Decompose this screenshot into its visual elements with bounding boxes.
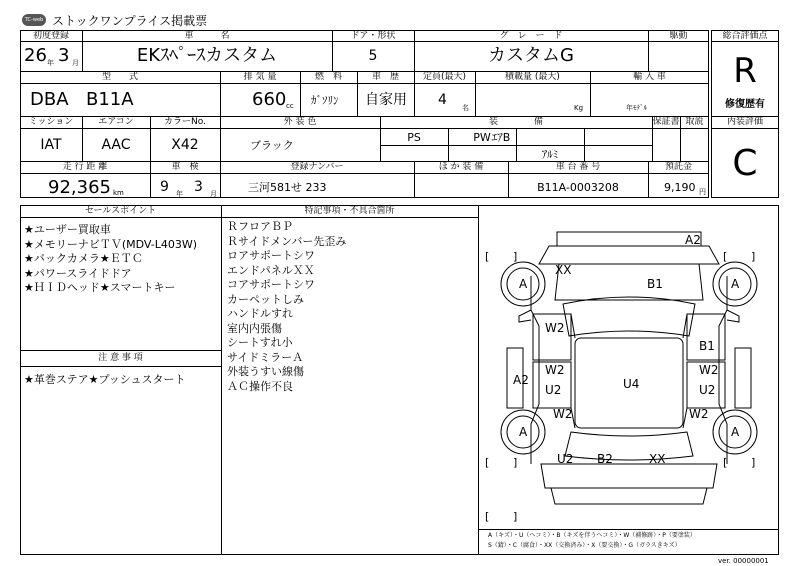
label-overall-score: 総合評価点 bbox=[722, 31, 768, 41]
plate-value: 三河581せ 233 bbox=[248, 181, 327, 194]
svg-text:[: [ bbox=[485, 510, 490, 523]
label-import: 輸 入 車 bbox=[633, 72, 666, 82]
damage-label: A bbox=[519, 277, 528, 291]
label-manual: 取説 bbox=[685, 117, 704, 127]
list-item: ★ＨＩＤヘッド★スマートキー bbox=[24, 281, 176, 294]
damage-label: U2 bbox=[545, 383, 562, 397]
logo: TC-web bbox=[22, 14, 46, 26]
equip-item: ｴｱB bbox=[491, 131, 511, 144]
label-history: 車 歴 bbox=[371, 72, 399, 82]
equip-item: PS bbox=[407, 131, 421, 144]
label-other-equip: ほ か 装 備 bbox=[438, 162, 484, 172]
label-grade: グ レ ー ド bbox=[499, 31, 563, 41]
equip-item: PW bbox=[473, 131, 491, 144]
damage-label: U4 bbox=[623, 377, 640, 391]
list-item: Ｒサイドメンバー先歪み bbox=[227, 234, 347, 248]
list-item: ★バックカメラ★ＥＴＣ bbox=[24, 252, 143, 265]
interior-score: C bbox=[732, 143, 758, 184]
damage-label: A2 bbox=[513, 373, 529, 387]
color-value: ブラック bbox=[250, 139, 294, 152]
label-first-reg: 初度登録 bbox=[32, 31, 69, 41]
capacity-unit: 名 bbox=[462, 104, 469, 112]
label-capacity: 定員(最大) bbox=[422, 72, 467, 82]
model-prefix: DBA bbox=[30, 89, 69, 110]
label-special-notes: 特記事項・不具合箇所 bbox=[304, 206, 395, 216]
damage-label: XX bbox=[649, 452, 666, 466]
sales-points-list bbox=[24, 223, 197, 296]
svg-text:[: [ bbox=[485, 250, 490, 263]
label-mileage: 走 行 距 離 bbox=[62, 162, 108, 172]
reg-year: 26 bbox=[24, 45, 47, 66]
chassis-no-value: B11A-0003208 bbox=[537, 181, 619, 194]
list-item: 室内内張傷 bbox=[227, 321, 282, 335]
fuel-value: ｶﾞｿﾘﾝ bbox=[311, 94, 339, 107]
reg-month: 3 bbox=[58, 45, 70, 66]
svg-text:]: ] bbox=[751, 250, 756, 263]
damage-label: B2 bbox=[597, 452, 613, 466]
label-equipment: 装 備 bbox=[488, 117, 543, 127]
reg-month-unit: 月 bbox=[72, 59, 79, 67]
label-inspection: 車 検 bbox=[171, 162, 199, 172]
damage-label: U2 bbox=[557, 452, 574, 466]
damage-label: W2 bbox=[545, 321, 565, 335]
car-name: EKｽﾍﾟｰｽカスタム bbox=[136, 45, 278, 66]
label-color-no: カラーNo. bbox=[164, 117, 206, 127]
model-code: B11A bbox=[86, 89, 134, 110]
damage-label: U2 bbox=[699, 383, 716, 397]
damage-label: W2 bbox=[689, 407, 709, 421]
insp-month-unit: 月 bbox=[210, 190, 217, 198]
label-interior-score: 内装評価 bbox=[726, 117, 763, 127]
label-model: 型 式 bbox=[101, 72, 138, 82]
mileage-value: 92,365 bbox=[48, 177, 111, 198]
legend-line-1: A（キズ）・U（ヘコミ）・B（キズを伴うヘコミ）・W（補修跡）・P（要塗装） bbox=[488, 532, 696, 539]
svg-text:[: [ bbox=[723, 250, 728, 263]
damage-label: A bbox=[731, 277, 740, 291]
import-year: 年ﾓﾃﾞﾙ bbox=[626, 104, 647, 112]
svg-text:[: [ bbox=[723, 456, 728, 469]
damage-label: B1 bbox=[647, 277, 663, 291]
list-item: 外装うすい線傷 bbox=[227, 365, 304, 378]
list-item: ハンドルすれ bbox=[227, 307, 293, 320]
svg-text:]: ] bbox=[513, 456, 518, 469]
list-item: サイドミラーＡ bbox=[227, 350, 304, 364]
label-plate: 登録ナンバー bbox=[290, 162, 344, 172]
svg-text:]: ] bbox=[513, 510, 518, 523]
damage-label: W2 bbox=[699, 363, 719, 377]
aircon-value: AAC bbox=[101, 137, 131, 153]
insp-month: 3 bbox=[194, 179, 203, 195]
list-item: コアサポートシワ bbox=[227, 278, 315, 291]
list-item: エンドパネルＸＸ bbox=[227, 263, 315, 277]
version-label: ver. 00000001 bbox=[718, 557, 769, 565]
insp-year: 9 bbox=[160, 179, 169, 195]
list-item: カーペットしみ bbox=[227, 292, 304, 306]
list-item: ★革巻ステア★プッシュスタート bbox=[24, 373, 186, 386]
label-load: 積載量 (最大) bbox=[505, 72, 560, 82]
label-car-name: 車 名 bbox=[184, 31, 230, 41]
mission-value: IAT bbox=[40, 137, 62, 153]
label-caution: 注 意 事 項 bbox=[98, 353, 143, 363]
damage-label: XX bbox=[555, 263, 572, 277]
list-item: ★パワースライドドア bbox=[24, 266, 132, 280]
label-chassis-no: 車 台 番 号 bbox=[555, 162, 601, 172]
caution-list bbox=[24, 373, 186, 388]
label-mission: ミッション bbox=[28, 117, 74, 127]
label-fuel: 燃 料 bbox=[314, 72, 342, 82]
damage-label: A2 bbox=[685, 233, 701, 247]
history-value: 自家用 bbox=[365, 92, 407, 108]
deposit-value: 9,190 bbox=[664, 181, 696, 194]
svg-text:]: ] bbox=[751, 456, 756, 469]
insp-year-unit: 年 bbox=[176, 190, 183, 198]
equip-item: ｱﾙﾐ bbox=[541, 148, 559, 161]
car-damage-diagram bbox=[479, 218, 779, 529]
overall-score: R bbox=[733, 51, 757, 91]
label-displacement: 排 気 量 bbox=[243, 72, 277, 82]
deposit-unit: 円 bbox=[699, 188, 706, 196]
grade-value: カスタムG bbox=[488, 45, 574, 66]
damage-label: A bbox=[731, 425, 740, 439]
label-sales-points: セールスポイント bbox=[84, 206, 157, 216]
list-item: ★メモリーナビＴＶ(MDV-L403W) bbox=[24, 237, 198, 251]
label-deposit: 預託金 bbox=[664, 162, 692, 172]
damage-label: A bbox=[519, 425, 528, 439]
damage-label: B1 bbox=[699, 339, 715, 353]
list-item: シートすれ小 bbox=[227, 336, 293, 349]
legend-line-2: S（錆）・C（腐食）・XX（交換済み）・X（要交換）・G（ガラスきキズ） bbox=[488, 542, 681, 549]
overall-score-note: 修復歴有 bbox=[725, 99, 765, 110]
list-item: ＲフロアＢＰ bbox=[227, 220, 293, 233]
mileage-unit: km bbox=[113, 189, 124, 197]
special-notes-list bbox=[227, 220, 346, 394]
svg-text:[: [ bbox=[485, 456, 490, 469]
damage-label: W2 bbox=[553, 407, 573, 421]
label-door-shape: ドア・形状 bbox=[350, 31, 396, 41]
displacement-unit: cc bbox=[286, 102, 294, 110]
label-warranty: 保証書 bbox=[652, 117, 680, 127]
capacity-value: 4 bbox=[438, 92, 447, 108]
list-item: ＡＣ操作不良 bbox=[227, 379, 293, 393]
svg-text:]: ] bbox=[513, 250, 518, 263]
label-ext-color: 外 装 色 bbox=[283, 117, 317, 127]
label-aircon: エアコン bbox=[98, 117, 134, 127]
damage-label: W2 bbox=[545, 363, 565, 377]
color-no-value: X42 bbox=[171, 137, 199, 153]
list-item: ★ユーザー買取車 bbox=[24, 223, 111, 236]
reg-year-unit: 年 bbox=[47, 59, 54, 67]
document-title: ストックワンプライス掲載票 bbox=[52, 14, 208, 28]
displacement-value: 660 bbox=[252, 89, 287, 110]
label-drive: 駆動 bbox=[669, 31, 688, 41]
list-item: ロアサポートシワ bbox=[227, 249, 315, 262]
door-count: 5 bbox=[368, 48, 378, 64]
load-unit: Kg bbox=[574, 104, 584, 112]
